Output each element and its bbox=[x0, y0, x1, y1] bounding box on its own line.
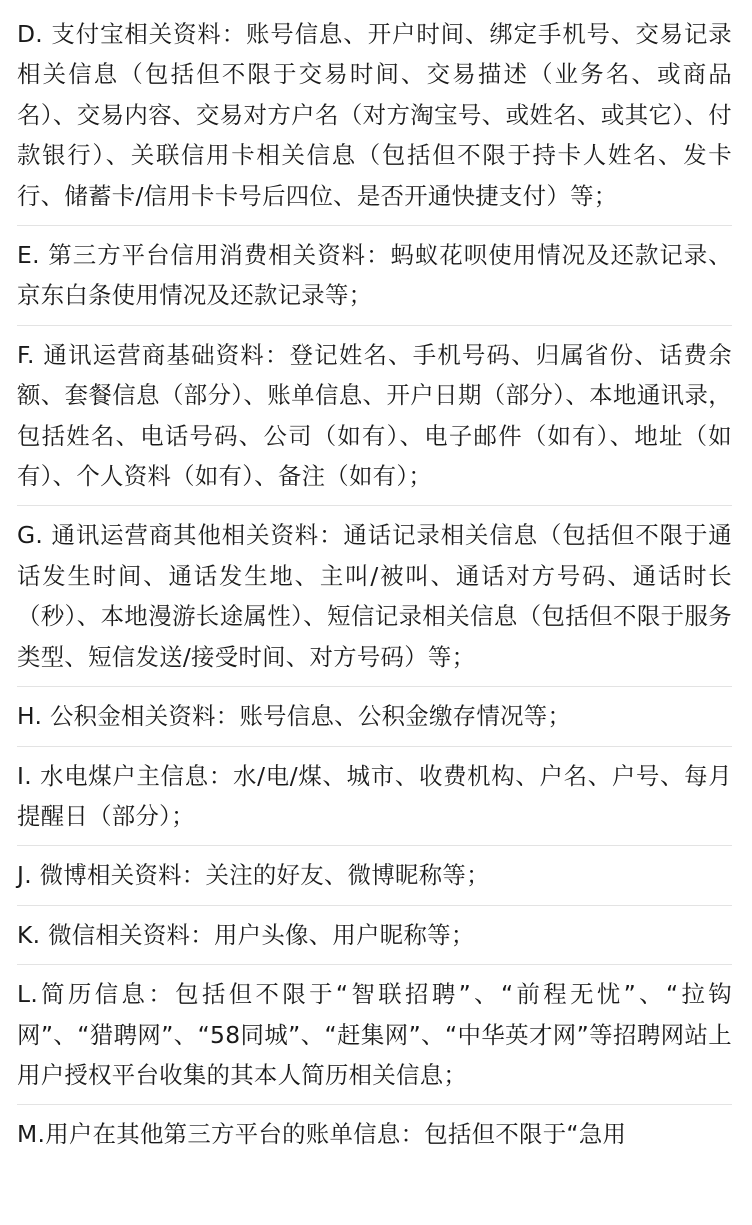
clause-f-carrier-basic: F. 通讯运营商基础资料：登记姓名、手机号码、归属省份、话费余额、套餐信息（部分）、账单信息、开户日期（部分）、本地通讯录，包括姓名、电话号码、公司（如有）、电子邮件（如有）、地址（如有）、个人资料（如有）、备注（如有）； bbox=[17, 326, 732, 507]
clause-h-housing-fund: H. 公积金相关资料：账号信息、公积金缴存情况等； bbox=[17, 687, 732, 746]
clause-i-utilities: I. 水电煤户主信息：水/电/煤、城市、收费机构、户名、户号、每月提醒日（部分）； bbox=[17, 747, 732, 847]
clause-g-carrier-other: G. 通讯运营商其他相关资料：通话记录相关信息（包括但不限于通话发生时间、通话发生地、主叫/被叫、通话对方号码、通话时长（秒）、本地漫游长途属性）、短信记录相关信息（包括但不限于服务类型、短信发送/接受时间、对方号码）等； bbox=[17, 506, 732, 687]
clause-e-credit-consumption: E. 第三方平台信用消费相关资料：蚂蚁花呗使用情况及还款记录、京东白条使用情况及还款记录等； bbox=[17, 226, 732, 326]
clause-l-resume: L.简历信息：包括但不限于“智联招聘”、“前程无忧”、“拉钩网”、“猎聘网”、“58同城”、“赶集网”、“中华英才网”等招聘网站上用户授权平台收集的其本人简历相关信息； bbox=[17, 965, 732, 1105]
clause-k-wechat: K. 微信相关资料：用户头像、用户昵称等； bbox=[17, 906, 732, 965]
clause-d-alipay: D. 支付宝相关资料：账号信息、开户时间、绑定手机号、交易记录相关信息（包括但不限于交易时间、交易描述（业务名、或商品名）、交易内容、交易对方户名（对方淘宝号、或姓名、或其它）、付款银行）、关联信用卡相关信息（包括但不限于持卡人姓名、发卡行、储蓄卡/信用卡卡号后四位、是否开通快捷支付）等； bbox=[17, 14, 732, 226]
clause-m-third-party-bills: M.用户在其他第三方平台的账单信息：包括但不限于“急用 bbox=[17, 1120, 627, 1149]
clause-j-weibo: J. 微博相关资料：关注的好友、微博昵称等； bbox=[17, 846, 732, 905]
